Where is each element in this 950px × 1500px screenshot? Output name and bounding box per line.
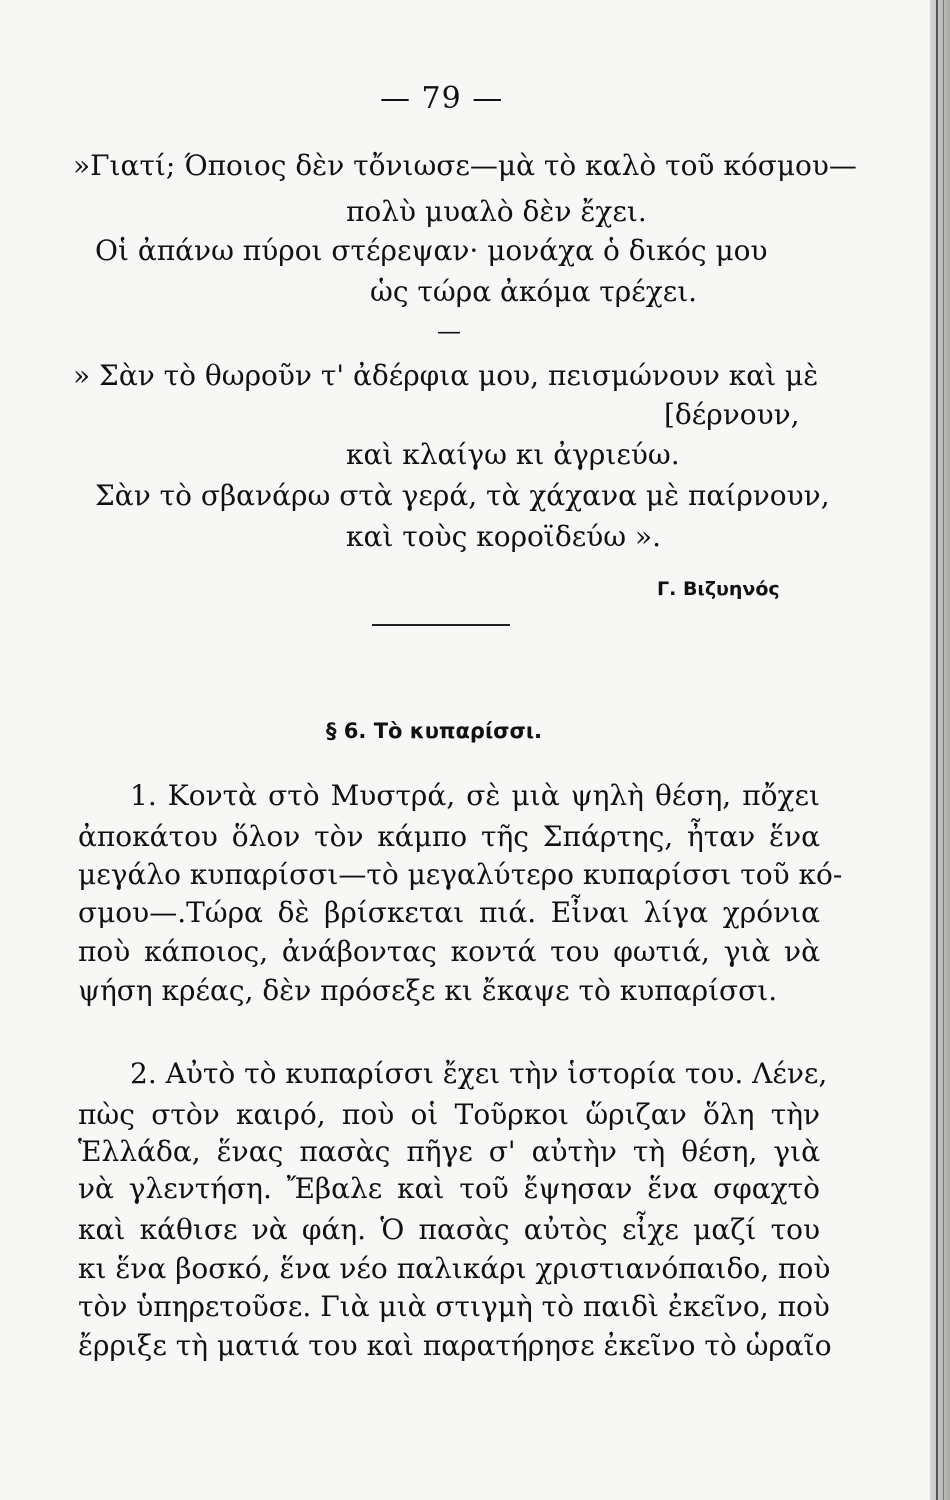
paragraph-line: σμου—.Τώρα δὲ βρίσκεται πιά. Εἶναι λίγα χρόνια [78, 896, 820, 929]
paragraph-line: κι ἕνα βοσκό, ἕνα νέο παλικάρι χριστιανόπαιδο, ποὺ [78, 1252, 831, 1285]
paragraph-line: ἔρριξε τὴ ματιά του καὶ παρατήρησε ἐκεῖνο τὸ ὡραῖο [78, 1329, 832, 1362]
poem-line: Σὰν τὸ σβανάρω στὰ γερά, τὰ χάχανα μὲ παίρνουν, [95, 479, 830, 512]
paragraph-line: 2. Αὐτὸ τὸ κυπαρίσσι ἔχει τὴν ἱστορία του. Λένε, [130, 1057, 828, 1090]
poem-line: καὶ τοὺς κοροϊδεύω ». [346, 520, 662, 553]
poem-line: πολὺ μυαλὸ δὲν ἔχει. [346, 195, 647, 228]
paragraph-line: καὶ κάθισε νὰ φάη. Ὁ πασὰς αὐτὸς εἶχε μαζί του [78, 1213, 820, 1246]
section-divider [372, 624, 510, 626]
paragraph-line: ψήση κρέας, δὲν πρόσεξε κι ἔκαψε τὸ κυπαρίσσι. [78, 974, 778, 1007]
paragraph-line: ποὺ κάποιος, ἀνάβοντας κοντά του φωτιά, γιὰ νὰ [78, 935, 820, 968]
section-title: § 6. Τὸ κυπαρίσσι. [326, 719, 542, 743]
paragraph-line: νὰ γλεντήση. Ἔβαλε καὶ τοῦ ἔψησαν ἕνα σφαχτὸ [78, 1172, 820, 1205]
paragraph-line: Ἑλλάδα, ἕνας πασὰς πῆγε σ' αὐτὴν τὴ θέση, γιὰ [78, 1135, 820, 1168]
poem-line: Οἱ ἀπάνω πύροι στέρεψαν· μονάχα ὁ δικός μου [95, 234, 768, 267]
poem-line: καὶ κλαίγω κι ἀγριεύω. [346, 438, 680, 471]
paragraph-line: πὼς στὸν καιρό, ποὺ οἱ Τοῦρκοι ὥριζαν ὅλη τὴν [78, 1098, 820, 1131]
poem-author: Γ. Βιζυηνός [657, 578, 780, 600]
paragraph-line: τὸν ὑπηρετοῦσε. Γιὰ μιὰ στιγμὴ τὸ παιδὶ ἐκεῖνο, ποὺ [78, 1290, 830, 1323]
poem-line: » Σὰν τὸ θωροῦν τ' ἀδέρφια μου, πεισμώνουν καὶ μὲ [73, 359, 819, 392]
paragraph-line: μεγάλο κυπαρίσσι—τὸ μεγαλύτερο κυπαρίσσι τοῦ κό- [78, 858, 843, 891]
poem-line: [δέρνουν, [664, 398, 800, 431]
paragraph-line: 1. Κοντὰ στὸ Μυστρά, σὲ μιὰ ψηλὴ θέση, πὄχει [130, 779, 820, 812]
page-number: — 79 — [380, 81, 504, 116]
paragraph-line: ἀποκάτου ὅλον τὸν κάμπο τῆς Σπάρτης, ἦταν ἕνα [78, 820, 820, 853]
poem-line: »Γιατί; Όποιος δὲν τὄνιωσε—μὰ τὸ καλὸ τοῦ κόσμου— [73, 149, 857, 182]
page-edge [930, 0, 950, 1500]
poem-line: ὡς τώρα ἀκόμα τρέχει. [370, 275, 698, 308]
poem-stanza-divider: — [437, 317, 461, 345]
